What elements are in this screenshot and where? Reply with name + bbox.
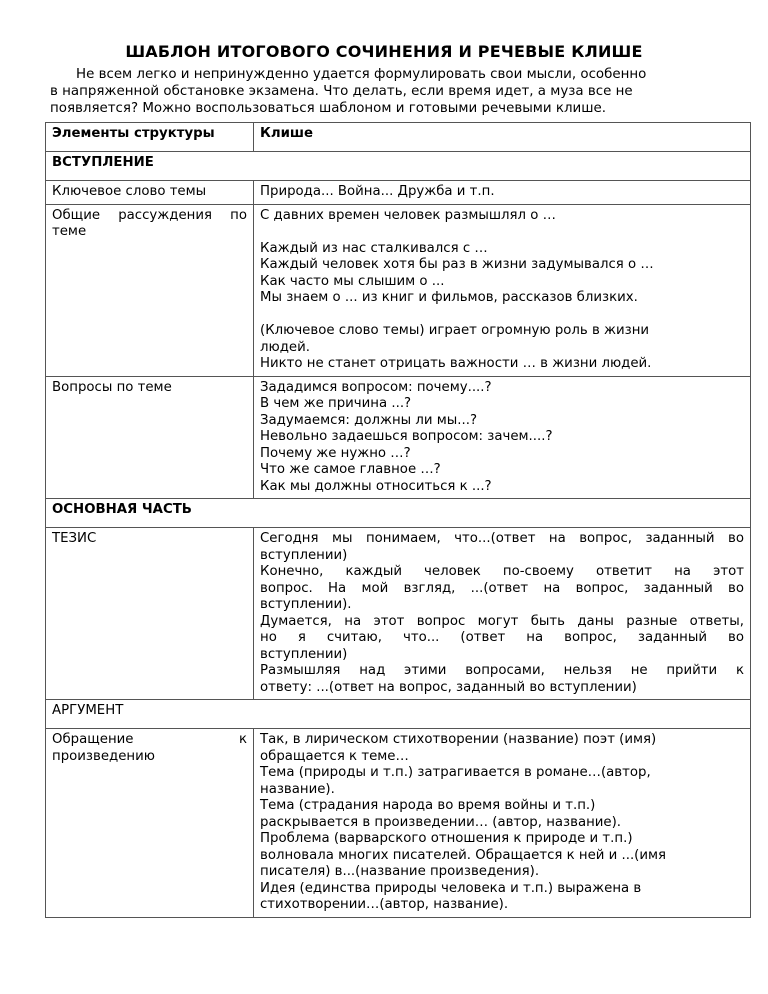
section-main-label: ОСНОВНАЯ ЧАСТЬ xyxy=(46,499,751,528)
table-row-general xyxy=(46,204,751,376)
table-row-keyword xyxy=(46,181,751,205)
header-cliche: Клише xyxy=(254,123,751,152)
header-structure-elements: Элементы структуры xyxy=(46,123,254,152)
section-intro-label: ВСТУПЛЕНИЕ xyxy=(46,152,751,181)
intro-line-2: в напряженной обстановке экзамена. Что делать, если время идет, а муза все не xyxy=(50,84,633,99)
intro-line-3: появляется? Можно воспользоваться шаблоном и готовыми речевыми клише. xyxy=(50,101,606,116)
thesis-label: ТЕЗИС xyxy=(46,528,254,700)
appeal-cliches: Так, в лирическом стихотворении (название) поэт (имя) обращается к теме… Тема (природы и т.п.) затрагивается в романе…(автор, название). Тема (страдания народа во время войны и т.п.) раскрывается в произведении… (автор, название). Проблема (варварского отношения к природе и т.п.) волновала многих писателей. Обращается к ней и ...(имя писателя) в...(название произведения). Идея (единства природы человека и т.п.) выражена в стихотворении…(автор, название). xyxy=(254,729,751,918)
table-row-thesis xyxy=(46,528,751,700)
section-argument-label: АРГУМЕНТ xyxy=(46,700,751,729)
intro-line-1: Не всем легко и непринужденно удается формулировать свои мысли, особенно xyxy=(76,67,647,82)
section-row-intro xyxy=(46,152,751,181)
keyword-label: Ключевое слово темы xyxy=(46,181,254,205)
thesis-cliches: Сегодня мы понимаем, что...(ответ на вопрос, заданный во вступлении) Конечно, каждый человек по-своему ответит на этот вопрос. На мой взгляд, ...(ответ на вопрос, заданный во вступлении). Думается, на этот вопрос могут быть даны разные ответы, но я считаю, что... (ответ на вопрос, заданный во вступлении) Размышляя над этими вопросами, нельзя не прийти к ответу: ...(ответ на вопрос, заданный во вступлении) xyxy=(254,528,751,700)
section-row-main xyxy=(46,499,751,528)
appeal-label: Обращение к произведению xyxy=(46,729,254,918)
keyword-text: Природа... Война... Дружба и т.п. xyxy=(254,181,751,205)
general-cliches: С давних времен человек размышлял о … Каждый из нас сталкивался с … Каждый человек хотя бы раз в жизни задумывался о … Как часто мы слышим о ... Мы знаем о ... из книг и фильмов, рассказов близких. (Ключевое слово темы) играет огромную роль в жизни людей. Никто не станет отрицать важности … в жизни людей. xyxy=(254,204,751,376)
table-header-row xyxy=(46,123,751,152)
questions-label: Вопросы по теме xyxy=(46,376,254,499)
general-label: Общие рассуждения по теме xyxy=(46,204,254,376)
cliche-table xyxy=(45,122,751,918)
page-title: ШАБЛОН ИТОГОВОГО СОЧИНЕНИЯ И РЕЧЕВЫЕ КЛИШЕ xyxy=(125,42,643,61)
table-row-appeal xyxy=(46,729,751,918)
section-row-argument xyxy=(46,700,751,729)
questions-cliches: Зададимся вопросом: почему....? В чем же причина ...? Задумаемся: должны ли мы...? Невольно задаешься вопросом: зачем....? Почему же нужно …? Что же самое главное …? Как мы должны относиться к ...? xyxy=(254,376,751,499)
intro-paragraph xyxy=(50,66,710,117)
table-row-questions xyxy=(46,376,751,499)
